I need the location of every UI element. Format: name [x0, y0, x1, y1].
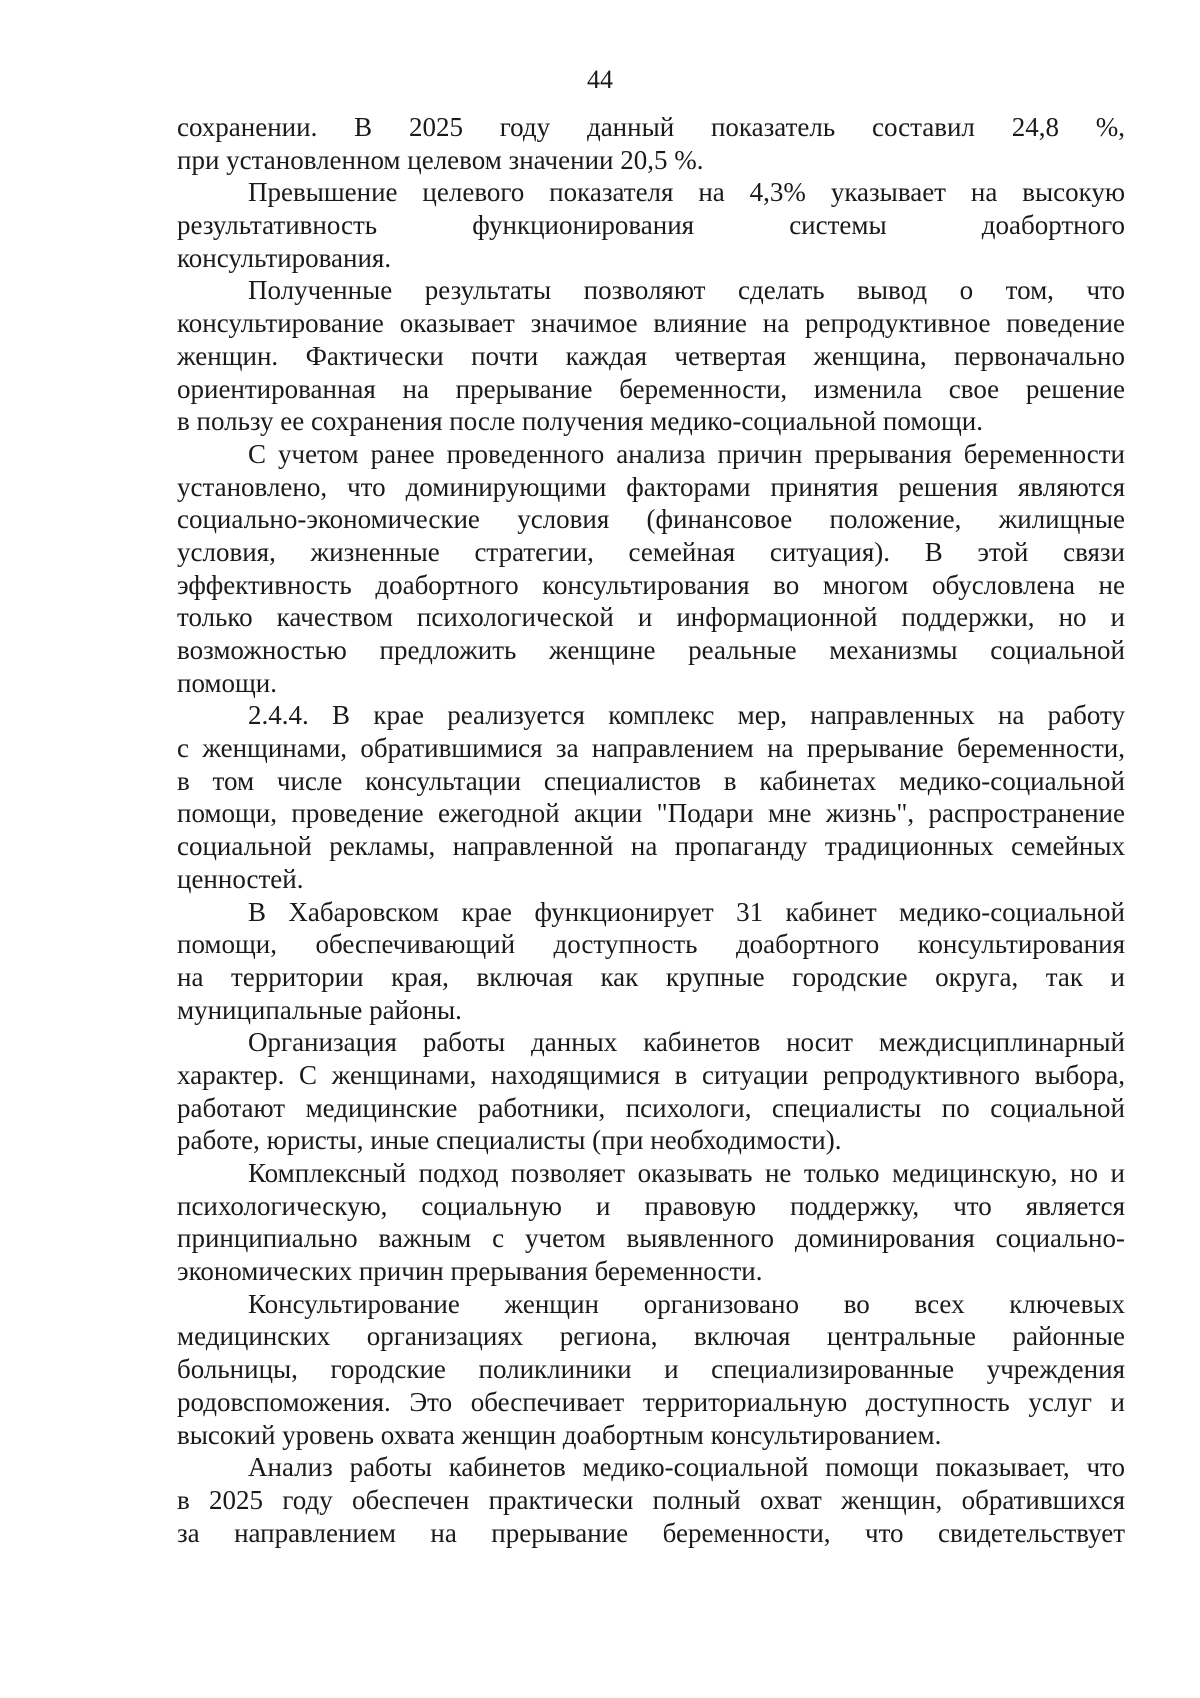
text-line: с женщинами, обратившимися за направлением на прерывание беременности, [177, 733, 1125, 764]
paragraph [177, 699, 1125, 895]
paragraph [177, 1026, 1125, 1157]
text-line: высокий уровень охвата женщин доабортным консультированием. [177, 1419, 942, 1450]
page-number: 44 [587, 65, 613, 94]
text-line: Комплексный подход позволяет оказывать не только медицинскую, но и [248, 1158, 1125, 1188]
text-line: за направлением на прерывание беременности, что свидетельствует [177, 1517, 1125, 1548]
text-line: Превышение целевого показателя на 4,3% указывает на высокую [248, 177, 1125, 208]
text-line: женщин. Фактически почти каждая четвертая женщина, первоначально [177, 340, 1125, 371]
paragraph [177, 111, 1125, 176]
text-line: социальной рекламы, направленной на пропаганду традиционных семейных [177, 831, 1125, 862]
text-line: экономических причин прерывания беременности. [177, 1256, 763, 1287]
text-line: помощи, проведение ежегодной акции "Подари мне жизнь", распространение [177, 798, 1125, 829]
text-line: 2.4.4. В крае реализуется комплекс мер, направленных на работу [248, 700, 1125, 731]
paragraph [177, 1451, 1125, 1549]
text-line: работе, юристы, иные специалисты (при необходимости). [177, 1125, 842, 1156]
text-line: возможностью предложить женщине реальные механизмы социальной [177, 635, 1125, 665]
text-line: в том числе консультации специалистов в кабинетах медико-социальной [177, 765, 1125, 796]
text-line: ориентированная на прерывание беременности, изменила свое решение [177, 373, 1125, 404]
text-line: Организация работы данных кабинетов носит междисциплинарный [248, 1027, 1125, 1058]
text-line: на территории края, включая как крупные городские округа, так и [177, 961, 1125, 992]
text-line: родовспоможения. Это обеспечивает территориальную доступность услуг и [177, 1386, 1125, 1417]
text-line: консультирования. [177, 242, 392, 273]
text-line: Консультирование женщин организовано во всех ключевых [248, 1288, 1125, 1319]
text-line: ценностей. [177, 863, 304, 894]
text-line: эффективность доабортного консультирования во многом обусловлена не [177, 569, 1125, 600]
paragraph [177, 1157, 1125, 1288]
text-line: Полученные результаты позволяют сделать вывод о том, что [248, 275, 1125, 306]
text-line: медицинских организациях региона, включая центральные районные [177, 1321, 1125, 1352]
text-line: помощи. [177, 667, 278, 698]
text-line: установлено, что доминирующими факторами принятия решения являются [177, 471, 1125, 502]
text-line: в 2025 году обеспечен практически полный охват женщин, обратившихся [177, 1484, 1125, 1515]
text-line: больницы, городские поликлиники и специализированные учреждения [177, 1354, 1125, 1385]
paragraph [177, 438, 1125, 700]
text-line: Анализ работы кабинетов медико-социальной помощи показывает, что [248, 1452, 1125, 1483]
text-line: В Хабаровском крае функционирует 31 кабинет медико-социальной [248, 896, 1125, 927]
text-line: психологическую, социальную и правовую поддержку, что является [177, 1190, 1125, 1221]
text-line: условия, жизненные стратегии, семейная ситуация). В этой связи [177, 536, 1125, 567]
text-line: консультирование оказывает значимое влияние на репродуктивное поведение [177, 308, 1125, 339]
text-line: муниципальные районы. [177, 994, 462, 1025]
text-line: помощи, обеспечивающий доступность доабортного консультирования [177, 929, 1125, 960]
text-line: в пользу ее сохранения после получения медико-социальной помощи. [177, 406, 983, 437]
text-line: сохранении. В 2025 году данный показатель составил 24,8 %, [177, 112, 1125, 142]
text-line: принципиально важным с учетом выявленного доминирования социально- [177, 1223, 1125, 1254]
text-line: работают медицинские работники, психологи, специалисты по социальной [177, 1092, 1125, 1123]
document-body [177, 111, 1125, 1549]
paragraph [177, 896, 1125, 1027]
paragraph [177, 1288, 1125, 1451]
text-line: результативность функционирования системы доабортного [177, 210, 1125, 241]
paragraph [177, 176, 1125, 274]
text-line: характер. С женщинами, находящимися в ситуации репродуктивного выбора, [177, 1059, 1125, 1090]
paragraph [177, 274, 1125, 437]
text-line: при установленном целевом значении 20,5 %. [177, 144, 704, 175]
text-line: социально-экономические условия (финансовое положение, жилищные [177, 504, 1125, 535]
text-line: только качеством психологической и информационной поддержки, но и [177, 602, 1125, 633]
text-line: С учетом ранее проведенного анализа причин прерывания беременности [248, 438, 1125, 469]
